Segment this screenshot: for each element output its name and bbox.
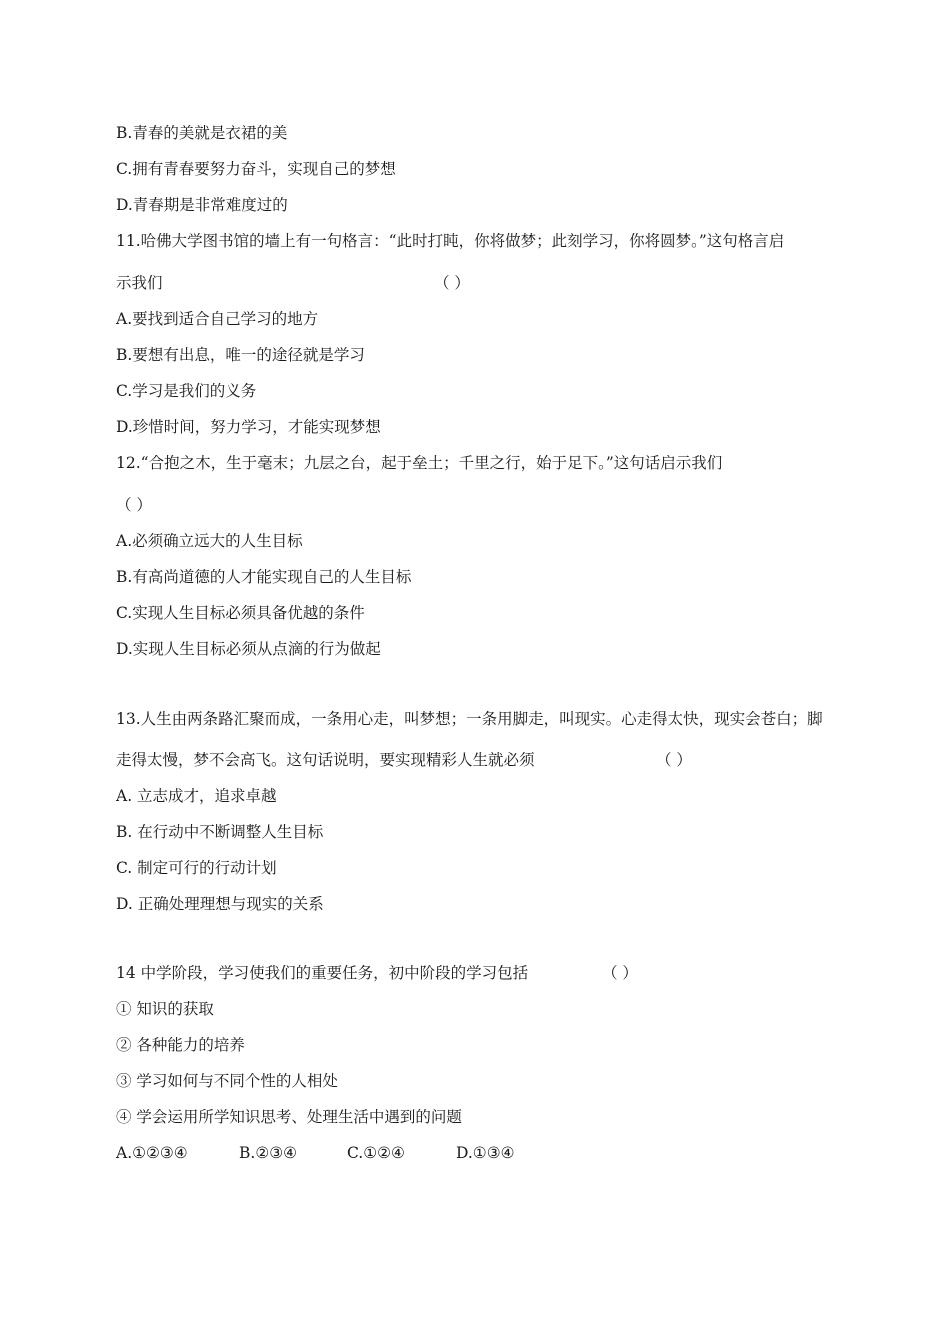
q11-option-a: A.要找到适合自己学习的地方	[116, 310, 319, 328]
q13-answer-paren: （ ）	[656, 751, 692, 769]
q11-answer-paren: （ ）	[434, 274, 470, 292]
q14-item-2: ② 各种能力的培养	[116, 1036, 245, 1054]
q14-choice-c: C.①②④	[347, 1144, 405, 1162]
q14-choice-a: A.①②③④	[116, 1144, 188, 1162]
q12-answer-paren: （ ）	[116, 496, 152, 514]
q11-option-b: B.要想有出息，唯一的途径就是学习	[116, 346, 365, 364]
q13-stem-line1: 13.人生由两条路汇聚而成，一条用心走，叫梦想；一条用脚走，叫现实。心走得太快，现实会苍白；脚	[116, 710, 823, 728]
q13-option-b: B. 在行动中不断调整人生目标	[116, 823, 324, 841]
q14-stem-text: 14 中学阶段，学习使我们的重要任务，初中阶段的学习包括	[116, 964, 529, 982]
q14-item-3: ③ 学习如何与不同个性的人相处	[116, 1072, 338, 1090]
q12-stem-line1: 12.“合抱之木，生于毫末；九层之台，起于垒土；千里之行，始于足下。”这句话启示我们	[116, 454, 723, 472]
q14-stem-line1	[116, 963, 638, 983]
q12-option-c: C.实现人生目标必须具备优越的条件	[116, 604, 365, 622]
q11-stem-line1: 11.哈佛大学图书馆的墙上有一句格言：“此时打盹，你将做梦；此刻学习，你将圆梦。”这句格言启	[116, 232, 785, 250]
q13-option-d: D. 正确处理理想与现实的关系	[116, 895, 324, 913]
q14-item-1: ① 知识的获取	[116, 1000, 214, 1018]
q14-choice-b: B.②③④	[239, 1144, 298, 1162]
q13-option-c: C. 制定可行的行动计划	[116, 859, 277, 877]
q14-item-4: ④ 学会运用所学知识思考、处理生活中遇到的问题	[116, 1108, 462, 1126]
q10-option-d: D.青春期是非常难度过的	[116, 196, 288, 214]
q12-option-a: A.必须确立远大的人生目标	[116, 532, 303, 550]
q11-option-c: C.学习是我们的义务	[116, 382, 257, 400]
q11-stem-text: 示我们	[116, 274, 163, 292]
q12-option-b: B.有高尚道德的人才能实现自己的人生目标	[116, 568, 412, 586]
q13-stem-text: 走得太慢，梦不会高飞。这句话说明，要实现精彩人生就必须	[116, 751, 535, 769]
q13-option-a: A. 立志成才，追求卓越	[116, 787, 277, 805]
q13-stem-line2	[116, 750, 692, 770]
q10-option-c: C.拥有青春要努力奋斗，实现自己的梦想	[116, 160, 396, 178]
q12-option-d: D.实现人生目标必须从点滴的行为做起	[116, 640, 381, 658]
q11-option-d: D.珍惜时间，努力学习，才能实现梦想	[116, 418, 381, 436]
q14-answer-paren: （ ）	[602, 964, 638, 982]
q11-stem-line2	[116, 273, 470, 293]
q14-choice-d: D.①③④	[456, 1144, 515, 1162]
q10-option-b: B.青春的美就是衣裙的美	[116, 124, 288, 142]
